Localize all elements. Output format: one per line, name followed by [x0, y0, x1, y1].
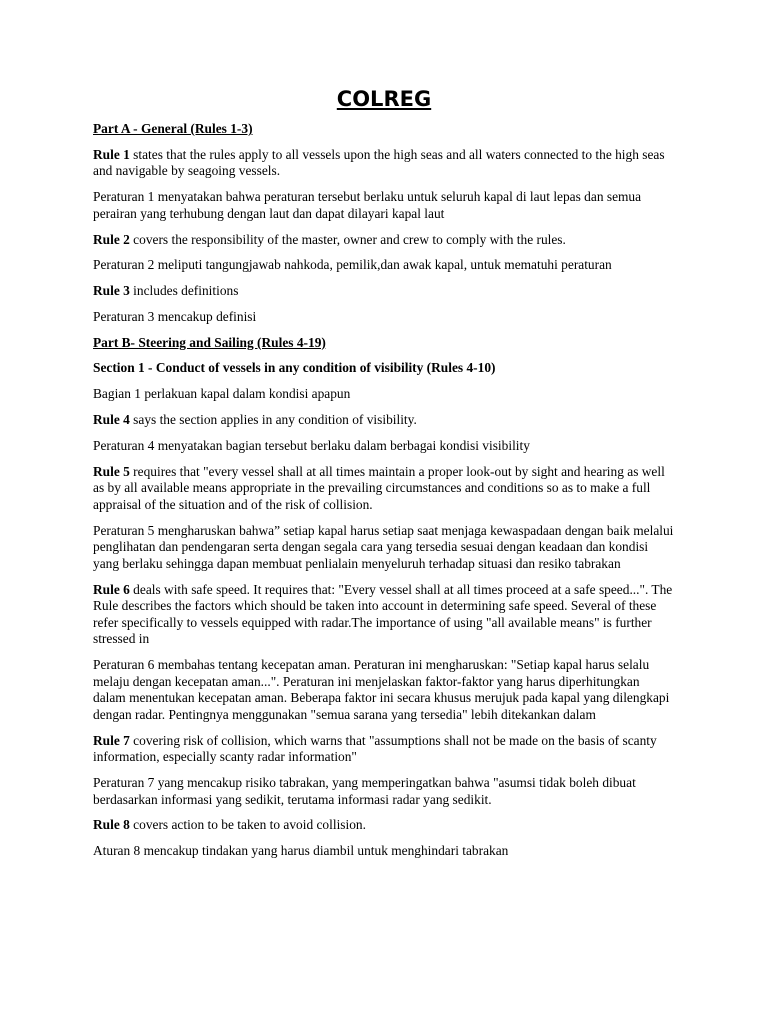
- rule-6-en: [93, 582, 675, 648]
- document-title: COLREG: [336, 87, 432, 111]
- rule-8-id: Aturan 8 mencakup tindakan yang harus diambil untuk menghindari tabrakan: [93, 843, 509, 859]
- document-page: [93, 86, 675, 869]
- part-a-heading: Part A - General (Rules 1-3): [93, 121, 253, 136]
- rule-3-en: [93, 283, 675, 300]
- rule-2-label: Rule 2: [93, 231, 130, 247]
- rule-8-en: [93, 817, 675, 834]
- rule-6-en-text: deals with safe speed. It requires that: "Every vessel shall at all times proceed at a safe speed...". The Rule describes the factors which should be taken into account in determining safe speed. Several of these refer specifically to vessels equipped with radar.The importance of using "all available means" is further stressed in: [93, 581, 673, 647]
- rule-5-label: Rule 5: [93, 463, 130, 479]
- rule-8-label: Rule 8: [93, 817, 130, 833]
- rule-4-en-text: says the section applies in any condition of visibility.: [129, 412, 417, 427]
- rule-4-id: Peraturan 4 menyatakan bagian tersebut berlaku dalam berbagai kondisi visibility: [93, 437, 530, 453]
- rule-6-label: Rule 6: [93, 581, 130, 597]
- part-b-heading: Part B- Steering and Sailing (Rules 4-19): [93, 334, 326, 350]
- rule-3-label: Rule 3: [93, 283, 130, 299]
- rule-1-label: Rule 1: [93, 146, 130, 162]
- rule-4-label: Rule 4: [93, 412, 130, 427]
- rule-1-en-text: states that the rules apply to all vessels upon the high seas and all waters connected to the high seas and navigable by seagoing vessels.: [93, 146, 665, 179]
- rule-7-en-text: covering risk of collision, which warns that "assumptions shall not be made on the basis of scanty information, especially scanty radar information": [93, 732, 657, 765]
- rule-2-en: [93, 232, 675, 249]
- rule-3-id: Peraturan 3 mencakup definisi: [93, 308, 257, 324]
- rule-5-en: [93, 464, 675, 514]
- rule-1-en: [93, 147, 675, 180]
- rule-4-en: [93, 412, 675, 429]
- rule-2-id: Peraturan 2 meliputi tangungjawab nahkoda, pemilik,dan awak kapal, untuk mematuhi peraturan: [93, 257, 612, 273]
- rule-7-id: Peraturan 7 yang mencakup risiko tabrakan, yang memperingatkan bahwa "asumsi tidak boleh dibuat berdasarkan informasi yang sedikit, terutama informasi radar yang sedikit.: [93, 775, 636, 807]
- rule-6-id: Peraturan 6 membahas tentang kecepatan aman. Peraturan ini mengharuskan: "Setiap kapal harus selalu melaju dengan kecepatan aman...". Peraturan ini menjelaskan faktor-faktor yang harus diperhitungkan dalam menentukan kecepatan aman. Beberapa faktor ini secara khusus merujuk pada kapal yang dilengkapi dengan radar. Pentingnya menggunakan "semua sarana yang tersedia" lebih ditekankan dalam: [93, 657, 670, 722]
- section-1-heading: Section 1 - Conduct of vessels in any condition of visibility (Rules 4-10): [93, 360, 496, 376]
- section-1-id: Bagian 1 perlakuan kapal dalam kondisi apapun: [93, 386, 351, 402]
- rule-8-en-text: covers action to be taken to avoid collision.: [129, 817, 366, 833]
- rule-2-en-text: covers the responsibility of the master, owner and crew to comply with the rules.: [129, 231, 566, 247]
- rule-7-en: [93, 733, 675, 766]
- rule-3-en-text: includes definitions: [129, 283, 239, 299]
- rule-5-id: Peraturan 5 mengharuskan bahwa” setiap kapal harus setiap saat menjaga kewaspadaan dengan baik melalui penglihatan dan pendengaran serta dengan segala cara yang tersedia sesuai dengan keadaan dan kondisi yang berlaku sehingga dapan membuat penlialain menyeluruh terhadap situasi dan resiko tabrakan: [93, 522, 674, 571]
- rule-1-id: Peraturan 1 menyatakan bahwa peraturan tersebut berlaku untuk seluruh kapal di laut lepas dan semua perairan yang terhubung dengan laut dan dapat dilayari kapal laut: [93, 189, 642, 221]
- rule-5-en-text: requires that "every vessel shall at all times maintain a proper look-out by sight and hearing as well as by all available means appropriate in the prevailing circumstances and conditions so as to make a full appraisal of the situation and of the risk of collision.: [93, 463, 665, 512]
- rule-7-label: Rule 7: [93, 732, 130, 748]
